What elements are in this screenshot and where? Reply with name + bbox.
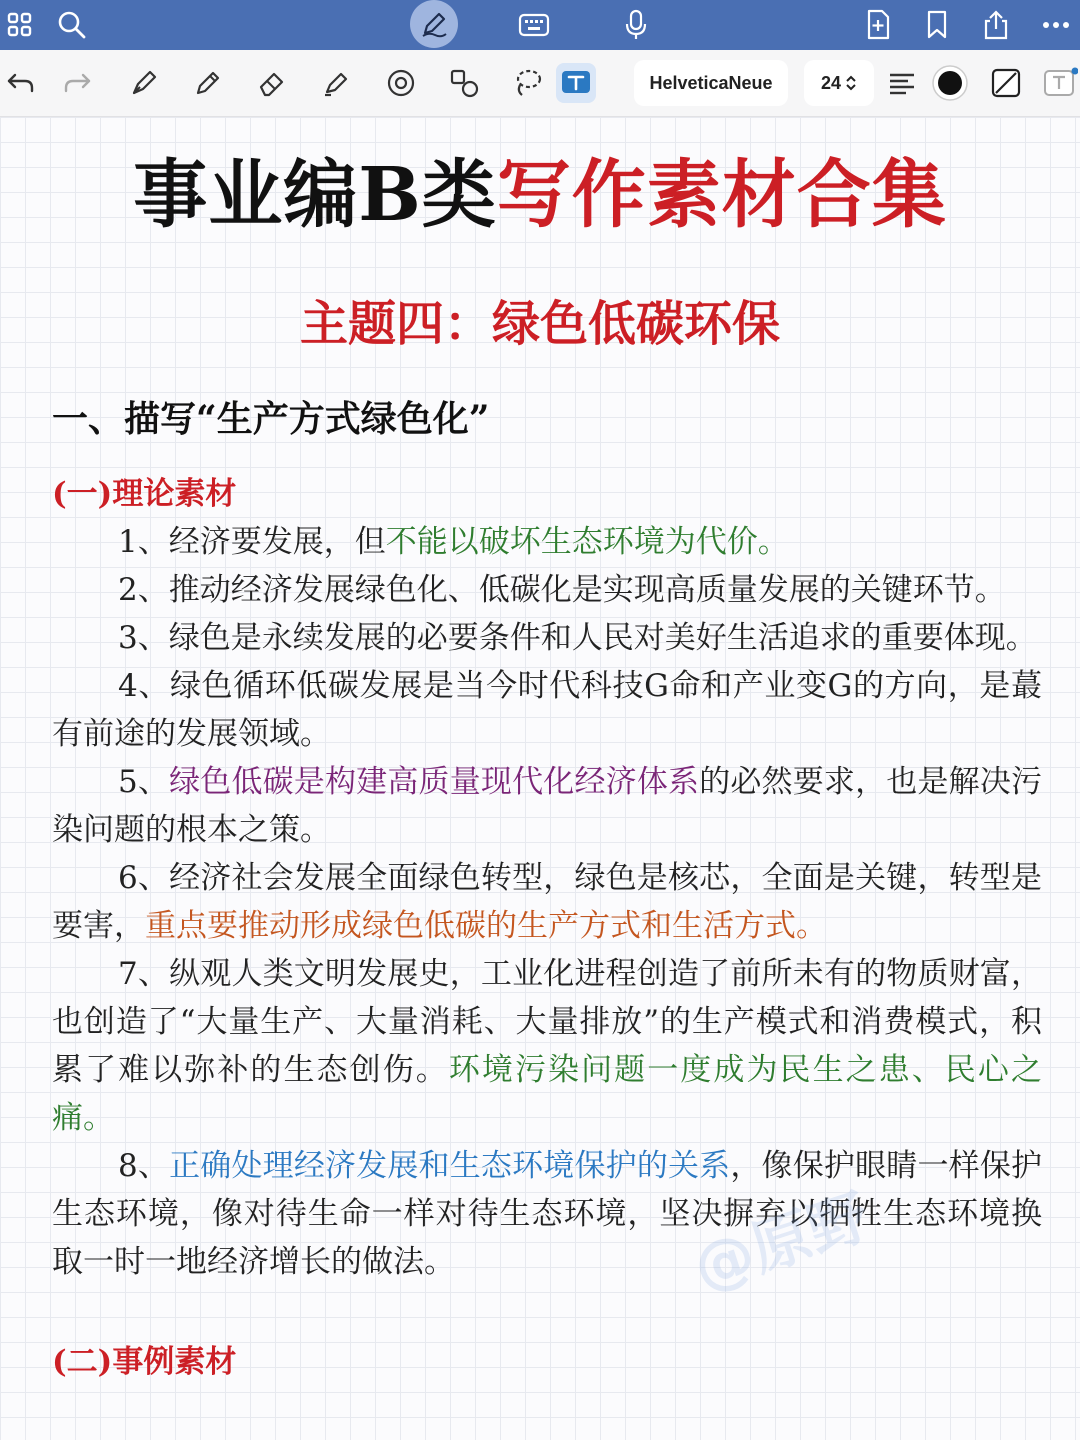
- align-icon[interactable]: [882, 63, 922, 103]
- highlighted-text: 不能以破坏生态环境为代价。: [385, 524, 789, 560]
- list-item: [52, 1142, 1042, 1286]
- add-page-icon[interactable]: [858, 5, 898, 45]
- font-size-value: 24: [820, 72, 842, 93]
- grid-icon[interactable]: [0, 5, 40, 45]
- bookmark-icon[interactable]: [917, 5, 957, 45]
- list-item: [52, 854, 1042, 950]
- list-item: [52, 614, 1042, 662]
- shapes-icon[interactable]: [381, 63, 421, 103]
- item-text: 7、纵观人类文明发展史，工业化进程创造了前所未有的物质财富，也创造了“大量生产、大量消耗、大量排放”的生产模式和消费模式，积累了难以弥补的生态创伤。: [52, 956, 1042, 1088]
- list-item: [52, 950, 1042, 1142]
- item-text: 4、绿色循环低碳发展是当今时代科技G命和产业变G的方向，是蕞有前途的发展领域。: [52, 668, 1042, 752]
- text-color-icon[interactable]: [930, 63, 970, 103]
- item-text: ，像保护眼睛一样保护生态环境，像对待生命一样对待生态环境，坚决摒弃以牺牲生态环境换取一时一地经济增长的做法。: [52, 1148, 1043, 1280]
- eraser-icon[interactable]: [252, 63, 292, 103]
- title-dark-part: 事业编B类: [133, 152, 497, 238]
- title-red-part: 写作素材合集: [496, 152, 947, 238]
- list-item: [52, 518, 1042, 566]
- highlighted-text: 重点要推动形成绿色低碳的生产方式和生活方式。: [145, 908, 827, 944]
- app-top-bar: [0, 0, 1080, 50]
- microphone-icon[interactable]: [616, 5, 656, 45]
- font-size-selector[interactable]: [804, 60, 874, 106]
- lasso-icon[interactable]: [508, 63, 548, 103]
- page-subtitle: 主题四：绿色低碳环保: [299, 296, 780, 352]
- pencil-tool-icon[interactable]: [188, 63, 228, 103]
- item-text: 3、绿色是永续发展的必要条件和人民对美好生活追求的重要体现。: [118, 620, 1037, 656]
- highlighted-text: 绿色低碳是构建高质量现代化经济体系: [169, 764, 700, 800]
- watermark: @原野: [685, 1181, 878, 1304]
- pencil-icon[interactable]: [410, 0, 458, 48]
- section-heading: 一、描写“生产方式绿色化”: [52, 398, 490, 440]
- text-tool-icon[interactable]: [556, 63, 596, 103]
- font-family-selector[interactable]: HelveticaNeue: [634, 60, 788, 106]
- list-item: [52, 758, 1042, 854]
- elements-icon[interactable]: [444, 63, 484, 103]
- item-text: 1、经济要发展，但: [118, 524, 386, 560]
- item-text: 5、: [118, 764, 170, 800]
- search-icon[interactable]: [52, 5, 92, 45]
- drawing-toolbar: [0, 50, 1080, 117]
- page-title: [0, 150, 1080, 240]
- list-item: [52, 566, 1042, 614]
- subsection-theory: (一)理论素材: [52, 476, 237, 512]
- more-icon[interactable]: [1036, 5, 1076, 45]
- text-box-style-icon[interactable]: [1040, 63, 1080, 103]
- background-color-icon[interactable]: [986, 63, 1026, 103]
- keyboard-icon[interactable]: [514, 5, 554, 45]
- item-text: 的必然要求，也是解决污染问题的根本之策。: [52, 764, 1043, 848]
- item-text: 8、: [118, 1148, 170, 1184]
- chevron-updown-icon: [845, 74, 857, 92]
- subsection-examples: (二)事例素材: [52, 1344, 237, 1380]
- undo-icon[interactable]: [0, 63, 40, 103]
- share-icon[interactable]: [976, 5, 1016, 45]
- item-text: 6、经济社会发展全面绿色转型，绿色是核芯，全面是关键，转型是要害，: [52, 860, 1042, 944]
- list-item: [52, 662, 1042, 758]
- highlighter-icon[interactable]: [316, 63, 356, 103]
- item-text: 2、推动经济发展绿色化、低碳化是实现高质量发展的关键环节。: [118, 572, 1006, 608]
- redo-icon[interactable]: [58, 63, 98, 103]
- fountain-pen-icon[interactable]: [124, 63, 164, 103]
- highlighted-text: 正确处理经济发展和生态环境保护的关系: [169, 1148, 731, 1184]
- highlighted-text: 环境污染问题一度成为民生之患、民心之痛。: [52, 1052, 1042, 1136]
- theory-items-list: [52, 518, 1042, 1286]
